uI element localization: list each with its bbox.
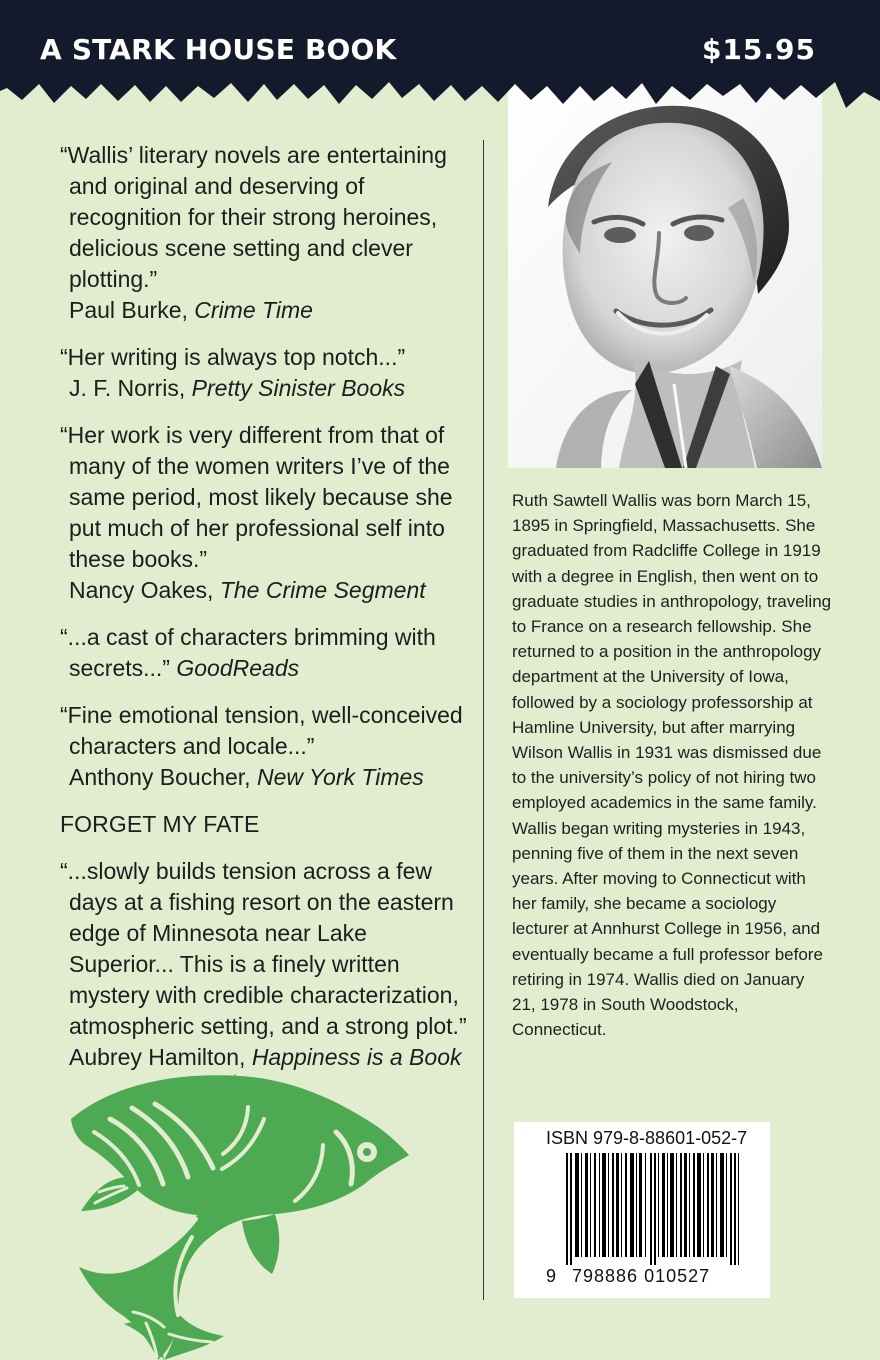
book-quote: [60, 856, 470, 1073]
author-bio: [512, 488, 832, 1042]
review-quote-2: [60, 342, 470, 404]
review-source-3: The Crime Segment: [219, 577, 426, 603]
isbn-label: ISBN 979-8-88601-052-7: [546, 1128, 748, 1148]
book-quote-source: Happiness is a Book: [251, 1044, 462, 1070]
fish-illustration: [36, 1066, 420, 1360]
review-text-1: “Wallis’ literary novels are entertaining and original and deserving of recognition for their strong heroines, delicious scene setting and clever plotting.”: [60, 142, 447, 292]
review-text-4: [60, 622, 470, 684]
barcode-first-digit: 9: [546, 1266, 557, 1286]
book-quote-text: “...slowly builds tension across a few days at a fishing resort on the eastern edge of Minnesota near Lake Superior... This is a finely written mystery with credible characterization, atmospheric setting, and a strong plot.”: [60, 858, 467, 1039]
review-quote-5: [60, 700, 470, 793]
review-text-5: “Fine emotional tension, well-conceived characters and locale...”: [60, 702, 463, 759]
review-source-5: New York Times: [256, 764, 424, 790]
review-quote-4: [60, 622, 470, 684]
review-author-2: J. F. Norris,: [69, 375, 186, 401]
isbn-box: [514, 1122, 770, 1298]
barcode-icon: [566, 1153, 742, 1265]
book-quote-author: Aubrey Hamilton,: [69, 1044, 246, 1070]
review-attribution-5: [60, 762, 470, 793]
review-source-4: GoodReads: [176, 655, 300, 681]
review-source-1: Crime Time: [194, 297, 313, 323]
publisher-tag: A STARK HOUSE BOOK: [40, 33, 397, 66]
review-author-1: Paul Burke,: [69, 297, 188, 323]
book-title-heading: FORGET MY FATE: [60, 811, 260, 837]
review-quote-1: [60, 140, 470, 326]
review-source-2: Pretty Sinister Books: [191, 375, 406, 401]
author-bio-text: Ruth Sawtell Wallis was born March 15, 1895 in Springfield, Massachusetts. She graduated from Radcliffe College in 1919 with a degree in English, then went on to graduate studies in anthropology, traveling to France on a research fellowship. She returned to a position in the anthropology department at the University of Iowa, followed by a sociology professorship at Hamline University, but after marrying Wilson Wallis in 1931 was dismissed due to the university’s policy of not hiring two employed academics in the same family. Wallis began writing mysteries in 1943, penning five of them in the next seven years. After moving to Connecticut with her family, she became a sociology lecturer at Annhurst College in 1956, and eventually became a full professor before retiring in 1974. Wallis died on January 21, 1978 in South Woodstock, Connecticut.: [512, 491, 832, 1040]
reviews-column: [60, 140, 470, 1089]
review-text-4-body: “...a cast of characters brimming with secrets...”: [60, 624, 436, 681]
review-author-5: Anthony Boucher,: [69, 764, 251, 790]
review-attribution-1: [60, 295, 470, 326]
review-quote-3: [60, 420, 470, 606]
review-text-2: “Her writing is always top notch...”: [60, 344, 406, 370]
review-text-3: “Her work is very different from that of many of the women writers I’ve of the same period, most likely because she put much of her professional self into these books.”: [60, 422, 453, 572]
column-divider: [483, 140, 484, 1300]
author-photo: [508, 84, 822, 468]
barcode-digits: 798886 010527: [572, 1266, 711, 1286]
price-label: $15.95: [701, 33, 816, 66]
review-attribution-2: [60, 373, 470, 404]
review-attribution-3: [60, 575, 470, 606]
review-author-3: Nancy Oakes,: [69, 577, 214, 603]
